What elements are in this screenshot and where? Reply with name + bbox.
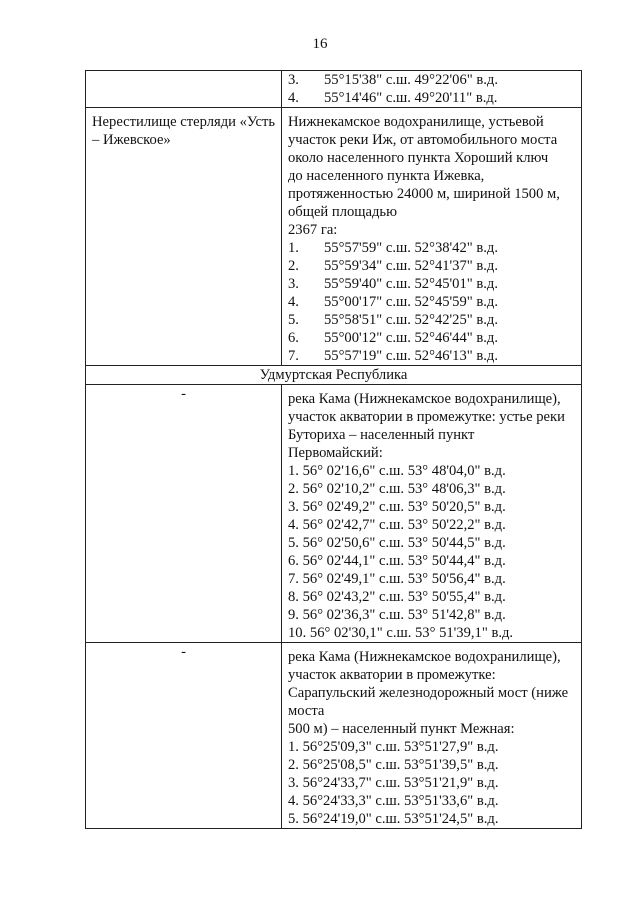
coordinate-number: 6. xyxy=(288,330,299,346)
coordinate-line xyxy=(288,89,575,107)
description-line: участок акватории в промежутке: xyxy=(288,667,496,683)
description-line: 9. 56° 02'36,3" с.ш. 53° 51'42,8" в.д. xyxy=(288,607,506,623)
description-line: 1. 56° 02'16,6" с.ш. 53° 48'04,0" в.д. xyxy=(288,463,506,479)
description-line: 5. 56°24'19,0" с.ш. 53°51'24,5" в.д. xyxy=(288,811,499,827)
coordinate-value: 55°14'46" с.ш. 49°20'11" в.д. xyxy=(324,90,498,106)
coordinate-number: 1. xyxy=(288,240,299,256)
description-line: Первомайский: xyxy=(288,445,383,461)
zone-name-cell: Нерестилище стерляди «Усть – Ижевское» xyxy=(86,108,282,366)
description-line: моста xyxy=(288,703,325,719)
description-line: около населенного пункта Хороший ключ xyxy=(288,150,549,166)
description-line: 10. 56° 02'30,1" с.ш. 53° 51'39,1" в.д. xyxy=(288,625,514,641)
coordinate-number: 2. xyxy=(288,258,299,274)
coordinate-line xyxy=(288,347,575,365)
description-line: 500 м) – населенный пункт Межная: xyxy=(288,721,515,737)
zones-table xyxy=(85,70,582,829)
coordinate-line xyxy=(288,275,575,293)
coordinate-line xyxy=(288,239,575,257)
coordinate-number: 3. xyxy=(288,276,299,292)
description-line: общей площадью xyxy=(288,204,397,220)
coordinate-number: 5. xyxy=(288,312,299,328)
coordinate-number: 7. xyxy=(288,348,299,364)
coordinate-number: 4. xyxy=(288,294,299,310)
coordinate-value: 55°57'19" с.ш. 52°46'13" в.д. xyxy=(324,348,498,364)
region-heading: Удмуртская Республика xyxy=(86,366,582,385)
description-line: участок реки Иж, от автомобильного моста xyxy=(288,132,558,148)
table-row xyxy=(86,643,582,829)
description-line: 2. 56°25'08,5" с.ш. 53°51'39,5" в.д. xyxy=(288,757,499,773)
zone-name-cell xyxy=(86,71,282,108)
coordinate-value: 55°58'51" с.ш. 52°42'25" в.д. xyxy=(324,312,498,328)
description-line: участок акватории в промежутке: устье реки xyxy=(288,409,565,425)
description-line: 4. 56°24'33,3" с.ш. 53°51'33,6" в.д. xyxy=(288,793,499,809)
coordinate-value: 55°00'12" с.ш. 52°46'44" в.д. xyxy=(324,330,498,346)
description-line: 2. 56° 02'10,2" с.ш. 53° 48'06,3" в.д. xyxy=(288,481,506,497)
description-line: Сарапульский железнодорожный мост (ниже xyxy=(288,685,569,701)
coordinate-line xyxy=(288,329,575,347)
zone-description-cell xyxy=(282,643,582,829)
table-row xyxy=(86,71,582,108)
description-line: 8. 56° 02'43,2" с.ш. 53° 50'55,4" в.д. xyxy=(288,589,506,605)
description-line: протяженностью 24000 м, шириной 1500 м, xyxy=(288,186,560,202)
zones-table-body xyxy=(86,71,582,829)
coordinate-value: 55°00'17" с.ш. 52°45'59" в.д. xyxy=(324,294,498,310)
zone-name-cell: - xyxy=(86,643,282,829)
description-line: 5. 56° 02'50,6" с.ш. 53° 50'44,5" в.д. xyxy=(288,535,506,551)
description-line: 1. 56°25'09,3" с.ш. 53°51'27,9" в.д. xyxy=(288,739,499,755)
description-line: река Кама (Нижнекамское водохранилище), xyxy=(288,649,561,665)
coordinate-number: 3. xyxy=(288,72,299,88)
description-line: 3. 56° 02'49,2" с.ш. 53° 50'20,5" в.д. xyxy=(288,499,506,515)
coordinate-value: 55°59'40" с.ш. 52°45'01" в.д. xyxy=(324,276,498,292)
description-line: 4. 56° 02'42,7" с.ш. 53° 50'22,2" в.д. xyxy=(288,517,506,533)
description-line: Буториха – населенный пункт xyxy=(288,427,475,443)
zone-description-cell xyxy=(282,108,582,366)
coordinate-line xyxy=(288,71,575,89)
coordinate-line xyxy=(288,311,575,329)
coordinate-line xyxy=(288,257,575,275)
description-line: 2367 га: xyxy=(288,222,338,238)
coordinate-line xyxy=(288,293,575,311)
description-line: до населенного пункта Ижевка, xyxy=(288,168,485,184)
description-line: 3. 56°24'33,7" с.ш. 53°51'21,9" в.д. xyxy=(288,775,499,791)
coordinate-value: 55°57'59" с.ш. 52°38'42" в.д. xyxy=(324,240,498,256)
description-line: Нижнекамское водохранилище, устьевой xyxy=(288,114,544,130)
description-line: 6. 56° 02'44,1" с.ш. 53° 50'44,4" в.д. xyxy=(288,553,506,569)
zone-description-cell xyxy=(282,71,582,108)
zone-description-cell xyxy=(282,385,582,643)
page-number: 16 xyxy=(312,36,328,52)
zone-name-cell: - xyxy=(86,385,282,643)
region-row xyxy=(86,366,582,385)
description-line: 7. 56° 02'49,1" с.ш. 53° 50'56,4" в.д. xyxy=(288,571,506,587)
coordinate-number: 4. xyxy=(288,90,299,106)
description-line: река Кама (Нижнекамское водохранилище), xyxy=(288,391,561,407)
table-row xyxy=(86,108,582,366)
table-row xyxy=(86,385,582,643)
coordinate-value: 55°59'34" с.ш. 52°41'37" в.д. xyxy=(324,258,498,274)
coordinate-value: 55°15'38" с.ш. 49°22'06" в.д. xyxy=(324,72,498,88)
